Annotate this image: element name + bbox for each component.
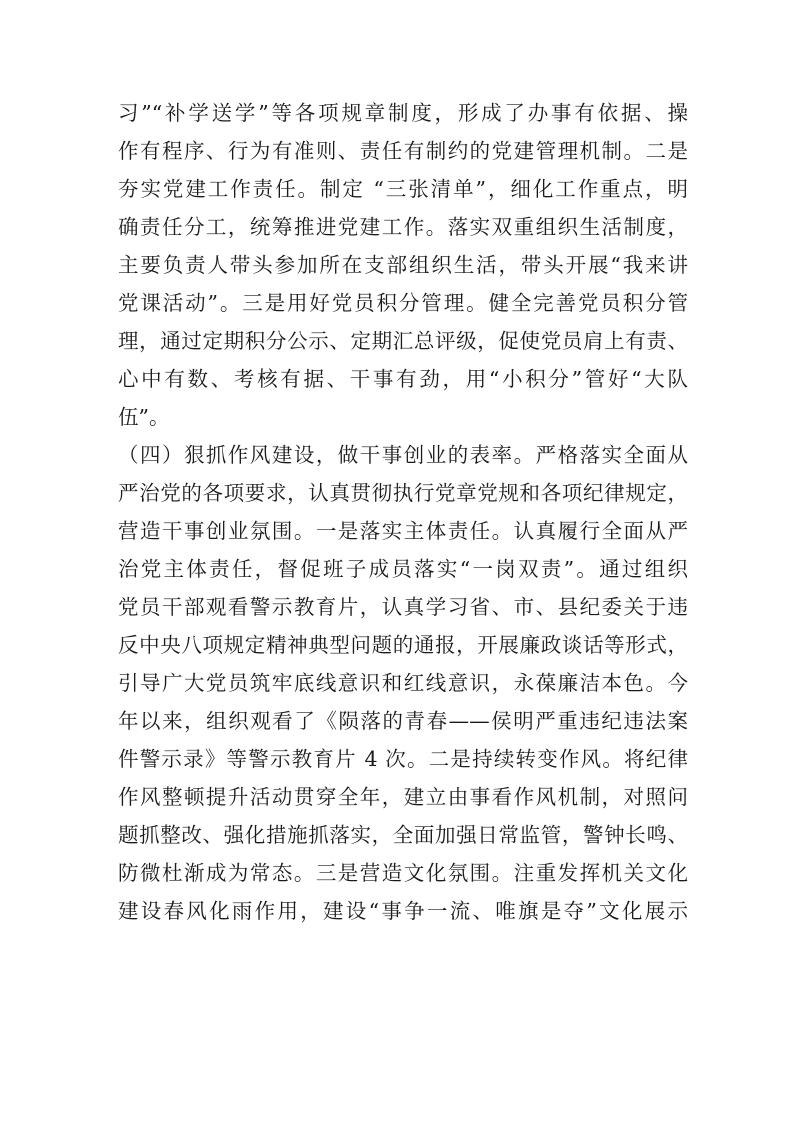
text-line-12: 营造干事创业氛围。一是落实主体责任。认真履行全面从严 bbox=[118, 519, 688, 543]
text-line-22: 建设春风化雨作用，建设“事争一流、唯旗是夺”文化展示 bbox=[118, 899, 688, 923]
text-line-16: 引导广大党员筑牢底线意识和红线意识，永葆廉洁本色。今 bbox=[118, 671, 688, 695]
text-line-6: 党课活动”。三是用好党员积分管理。健全完善党员积分管 bbox=[118, 291, 688, 315]
text-line-4: 确责任分工，统筹推进党建工作。落实双重组织生活制度， bbox=[118, 215, 688, 239]
text-line-17: 年以来，组织观看了《陨落的青春——侯明严重违纪违法案 bbox=[118, 709, 688, 733]
text-line-3: 夯实党建工作责任。制定 “三张清单”，细化工作重点，明 bbox=[118, 177, 688, 201]
text-line-5: 主要负责人带头参加所在支部组织生活，带头开展“我来讲 bbox=[118, 253, 688, 277]
text-line-1: 习”“补学送学”等各项规章制度，形成了办事有依据、操 bbox=[118, 101, 688, 125]
body-text bbox=[118, 94, 688, 930]
text-line-21: 防微杜渐成为常态。三是营造文化氛围。注重发挥机关文化 bbox=[118, 861, 688, 885]
text-line-7: 理，通过定期积分公示、定期汇总评级，促使党员肩上有责、 bbox=[118, 329, 688, 353]
text-line-15: 反中央八项规定精神典型问题的通报，开展廉政谈话等形式， bbox=[118, 633, 688, 657]
text-line-20: 题抓整改、强化措施抓落实，全面加强日常监管，警钟长鸣、 bbox=[118, 823, 688, 847]
text-line-8: 心中有数、考核有据、干事有劲，用“小积分”管好“大队 bbox=[118, 367, 688, 391]
text-line-11: 严治党的各项要求，认真贯彻执行党章党规和各项纪律规定， bbox=[118, 481, 688, 505]
text-line-18: 件警示录》等警示教育片 4 次。二是持续转变作风。将纪律 bbox=[118, 747, 688, 771]
text-line-14: 党员干部观看警示教育片，认真学习省、市、县纪委关于违 bbox=[118, 595, 688, 619]
text-line-19: 作风整顿提升活动贯穿全年，建立由事看作风机制，对照问 bbox=[118, 785, 688, 809]
text-line-13: 治党主体责任，督促班子成员落实“一岗双责”。通过组织 bbox=[118, 557, 688, 581]
text-line-10: （四）狠抓作风建设，做干事创业的表率。严格落实全面从 bbox=[118, 443, 688, 467]
text-line-2: 作有程序、行为有准则、责任有制约的党建管理机制。二是 bbox=[118, 139, 688, 163]
text-line-9: 伍”。 bbox=[118, 405, 170, 429]
